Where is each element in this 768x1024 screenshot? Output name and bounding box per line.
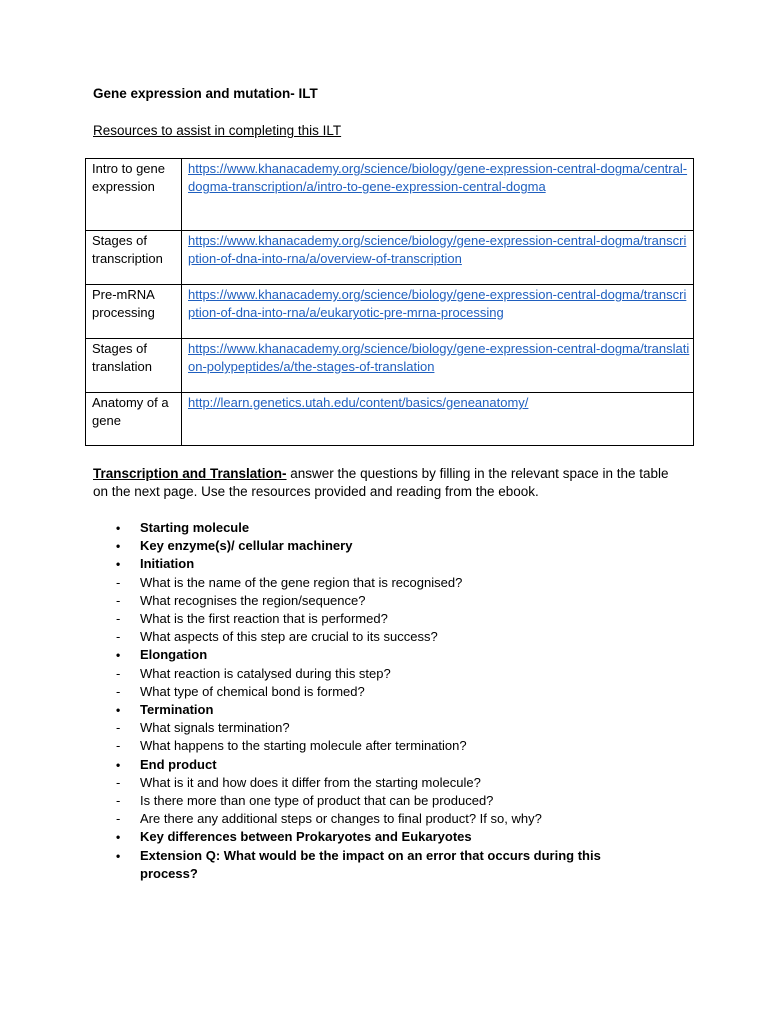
dash-marker: - — [116, 738, 121, 754]
list-item-text: Key differences between Prokaryotes and Eukaryotes — [140, 829, 472, 845]
list-item — [0, 719, 700, 737]
table-row — [86, 159, 694, 231]
dash-marker: - — [116, 683, 121, 699]
list-item-text: What is the first reaction that is performed? — [140, 611, 388, 627]
dash-marker: - — [116, 574, 121, 590]
list-item — [0, 665, 700, 683]
list-item-text: Is there more than one type of product that can be produced? — [140, 793, 494, 809]
bullet-marker: • — [116, 539, 121, 554]
list-item-text: What type of chemical bond is formed? — [140, 683, 365, 699]
list-item — [0, 610, 700, 628]
list-item — [0, 519, 700, 537]
resource-topic: Intro to gene expression — [86, 159, 182, 231]
list-item-text: What is the name of the gene region that is recognised? — [140, 574, 463, 590]
resource-topic: Pre-mRNA processing — [86, 285, 182, 339]
list-item — [0, 701, 700, 719]
list-item — [0, 646, 700, 664]
instructions-label: Transcription and Translation- — [93, 466, 287, 481]
resource-topic: Stages of translation — [86, 339, 182, 393]
dash-marker: - — [116, 665, 121, 681]
list-item-text: Extension Q: What would be the impact on an error that occurs during this process? — [140, 847, 601, 881]
list-item-text: Initiation — [140, 556, 195, 572]
list-item-text: Starting molecule — [140, 520, 250, 535]
list-item-text: Are there any additional steps or changes to final product? If so, why? — [140, 811, 542, 827]
resource-link[interactable]: https://www.khanacademy.org/science/biology/gene-expression-central-dogma/central-dogma-transcription/a/intro-to-gene-expression-central-dogma — [188, 161, 688, 194]
list-item — [0, 537, 700, 555]
list-item-text: Termination — [140, 702, 214, 718]
bullet-marker: • — [116, 757, 121, 772]
document-title: Gene expression and mutation- ILT — [93, 86, 318, 101]
list-item — [0, 737, 700, 755]
resource-link[interactable]: http://learn.genetics.utah.edu/content/basics/geneanatomy/ — [188, 395, 529, 410]
list-item-text: End product — [140, 756, 217, 772]
table-row — [86, 393, 694, 446]
list-item — [0, 810, 700, 828]
list-item — [0, 792, 700, 810]
question-list — [0, 519, 700, 883]
list-item-text: What reaction is catalysed during this step? — [140, 665, 391, 681]
resource-link-cell — [182, 231, 694, 285]
resources-table — [85, 158, 694, 446]
dash-marker: - — [116, 720, 121, 736]
list-item — [0, 683, 700, 701]
bullet-marker: • — [116, 648, 121, 663]
bullet-marker: • — [116, 703, 121, 718]
list-item — [0, 756, 700, 774]
table-row — [86, 285, 694, 339]
dash-marker: - — [116, 629, 121, 645]
list-item-text: What signals termination? — [140, 720, 290, 736]
dash-marker: - — [116, 774, 121, 790]
bullet-marker: • — [116, 557, 121, 572]
instructions-text: answer the questions by filling in the relevant space in the table on the next page. Use the resources provided and reading from the ebook. — [93, 466, 669, 499]
table-row — [86, 339, 694, 393]
dash-marker: - — [116, 811, 121, 827]
resource-link-cell — [182, 285, 694, 339]
list-item-text: What aspects of this step are crucial to its success? — [140, 629, 438, 645]
list-item — [0, 828, 700, 846]
resource-link-cell — [182, 159, 694, 231]
list-item-text: Elongation — [140, 647, 208, 663]
dash-marker: - — [116, 793, 121, 809]
bullet-marker: • — [116, 848, 121, 863]
table-row — [86, 231, 694, 285]
list-item — [0, 774, 700, 792]
dash-marker: - — [116, 592, 121, 608]
resource-topic: Anatomy of a gene — [86, 393, 182, 446]
resource-link[interactable]: https://www.khanacademy.org/science/biology/gene-expression-central-dogma/translation-polypeptides/a/the-stages-of-translation — [188, 341, 690, 374]
list-item-text: What recognises the region/sequence? — [140, 592, 366, 608]
resource-topic: Stages of transcription — [86, 231, 182, 285]
resource-link-cell — [182, 393, 694, 446]
resource-link[interactable]: https://www.khanacademy.org/science/biology/gene-expression-central-dogma/transcription-of-dna-into-rna/a/overview-of-transcription — [188, 233, 687, 266]
resource-link[interactable]: https://www.khanacademy.org/science/biology/gene-expression-central-dogma/transcription-of-dna-into-rna/a/eukaryotic-pre-mrna-processing — [188, 287, 687, 320]
resource-link-cell — [182, 339, 694, 393]
list-item — [0, 847, 630, 883]
dash-marker: - — [116, 611, 121, 627]
list-item-text: What is it and how does it differ from the starting molecule? — [140, 774, 481, 790]
list-item — [0, 592, 700, 610]
list-item — [0, 555, 700, 573]
bullet-marker: • — [116, 830, 121, 845]
bullet-marker: • — [116, 521, 121, 535]
list-item — [0, 628, 700, 646]
list-item-text: What happens to the starting molecule after termination? — [140, 738, 467, 754]
instructions-paragraph — [93, 465, 683, 501]
resources-heading: Resources to assist in completing this ILT — [93, 123, 342, 138]
list-item — [0, 574, 700, 592]
list-item-text: Key enzyme(s)/ cellular machinery — [140, 538, 353, 554]
